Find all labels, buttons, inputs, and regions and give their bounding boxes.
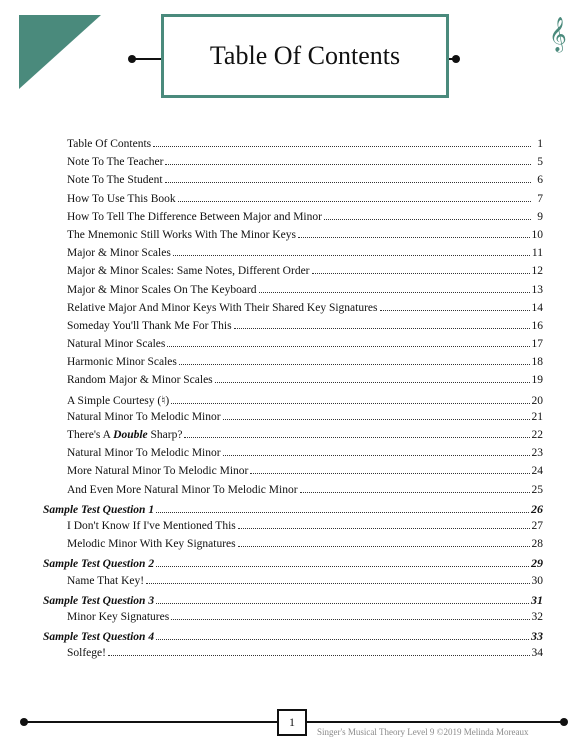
- toc-entry-page: 25: [531, 483, 543, 496]
- toc-entry-page: 22: [531, 429, 543, 441]
- toc-dot-leader: [108, 655, 530, 656]
- toc-row[interactable]: [43, 447, 543, 465]
- toc-entry-page: 24: [531, 465, 543, 478]
- toc-row[interactable]: [43, 484, 543, 502]
- toc-dot-leader: [171, 403, 529, 404]
- toc-dot-leader: [238, 546, 530, 547]
- toc-entry-page: 33: [531, 629, 543, 644]
- toc-entry-page: 21: [531, 410, 543, 423]
- toc-dot-leader: [215, 382, 530, 383]
- toc-dot-leader: [250, 473, 529, 474]
- toc-row[interactable]: [43, 429, 543, 447]
- toc-row[interactable]: [43, 229, 543, 247]
- toc-entry-title: Natural Minor To Melodic Minor: [67, 410, 221, 423]
- toc-dot-leader: [167, 346, 529, 347]
- title-line-right-dot: [452, 55, 460, 63]
- toc-entry-page: 20: [531, 394, 543, 407]
- toc-entry-page: 11: [531, 247, 543, 260]
- toc-entry-title: Note To The Teacher: [67, 156, 164, 169]
- toc-row[interactable]: [43, 411, 543, 429]
- toc-entry-page: 19: [531, 374, 543, 387]
- toc-entry-page: 7: [537, 192, 543, 205]
- toc-dot-leader: [178, 201, 531, 202]
- toc-entry-page: 18: [531, 356, 543, 369]
- toc-section-row[interactable]: [43, 629, 543, 647]
- toc-entry-title: There's A Double Sharp?: [67, 429, 183, 441]
- toc-row[interactable]: [43, 611, 543, 629]
- toc-entry-page: 14: [531, 301, 543, 314]
- toc-dot-leader: [298, 237, 530, 238]
- toc-entry-title: Name That Key!: [67, 574, 145, 587]
- toc-entry-page: 26: [531, 501, 543, 516]
- toc-row[interactable]: [43, 338, 543, 356]
- toc-row[interactable]: [43, 211, 543, 229]
- toc-entry-title: Natural Minor Scales: [67, 338, 166, 351]
- toc-entry-title: Sample Test Question 1: [43, 503, 155, 516]
- toc-row[interactable]: [43, 538, 543, 556]
- toc-row[interactable]: [43, 302, 543, 320]
- toc-entry-title: Random Major & Minor Scales: [67, 374, 213, 387]
- toc-entry-title: Sample Test Question 3: [43, 594, 155, 607]
- toc-entry-title: Relative Major And Minor Keys With Their Shared Key Signatures: [67, 301, 378, 314]
- toc-entry-title: Note To The Student: [67, 174, 163, 187]
- toc-entry-page: 13: [531, 283, 543, 296]
- page-number-box: [277, 709, 307, 736]
- toc-dot-leader: [312, 273, 530, 274]
- toc-entry-page: 23: [531, 447, 543, 460]
- toc-dot-leader: [171, 619, 529, 620]
- table-of-contents: [43, 138, 543, 665]
- toc-entry-page: 34: [531, 647, 543, 660]
- toc-section-row[interactable]: [43, 593, 543, 611]
- toc-entry-title: Minor Key Signatures: [67, 610, 170, 623]
- toc-dot-leader: [153, 146, 531, 147]
- toc-entry-page: 16: [531, 319, 543, 332]
- toc-row[interactable]: [43, 247, 543, 265]
- toc-dot-leader: [165, 182, 531, 183]
- toc-entry-title: The Mnemonic Still Works With The Minor Keys: [67, 228, 296, 241]
- toc-dot-leader: [223, 419, 530, 420]
- toc-row[interactable]: [43, 374, 543, 392]
- toc-dot-leader: [156, 566, 529, 567]
- toc-row[interactable]: [43, 156, 543, 174]
- toc-dot-leader: [179, 364, 530, 365]
- toc-row[interactable]: [43, 520, 543, 538]
- footer-line-right-dot: [560, 718, 568, 726]
- toc-entry-page: 5: [537, 156, 543, 169]
- toc-row[interactable]: [43, 393, 543, 411]
- toc-row[interactable]: [43, 356, 543, 374]
- toc-row[interactable]: [43, 284, 543, 302]
- toc-dot-leader: [156, 603, 529, 604]
- toc-entry-title: More Natural Minor To Melodic Minor: [67, 465, 249, 478]
- toc-entry-title: Solfege!: [67, 647, 106, 660]
- toc-entry-page: 32: [531, 610, 543, 623]
- toc-dot-leader: [165, 164, 531, 165]
- footer-credit: Singer's Musical Theory Level 9 ©2019 Melinda Moreaux: [317, 727, 529, 737]
- toc-entry-title: Major & Minor Scales: [67, 247, 171, 260]
- toc-row[interactable]: [43, 575, 543, 593]
- toc-row[interactable]: [43, 265, 543, 283]
- toc-dot-leader: [184, 437, 529, 438]
- page-number: 1: [289, 715, 295, 729]
- toc-entry-page: 9: [537, 210, 543, 223]
- title-box: [161, 14, 449, 98]
- toc-dot-leader: [234, 328, 530, 329]
- toc-entry-page: 30: [531, 574, 543, 587]
- toc-entry-title: I Don't Know If I've Mentioned This: [67, 519, 236, 532]
- toc-entry-page: 17: [531, 338, 543, 351]
- toc-row[interactable]: [43, 193, 543, 211]
- toc-entry-title: Melodic Minor With Key Signatures: [67, 538, 236, 551]
- toc-entry-title: Sample Test Question 4: [43, 631, 155, 644]
- toc-dot-leader: [146, 583, 529, 584]
- toc-row[interactable]: [43, 465, 543, 483]
- corner-triangle-decoration: [19, 15, 101, 89]
- toc-dot-leader: [324, 219, 531, 220]
- toc-entry-page: 1: [537, 138, 543, 150]
- toc-dot-leader: [223, 455, 530, 456]
- toc-row[interactable]: [43, 174, 543, 192]
- toc-entry-page: 27: [531, 519, 543, 532]
- title-line-left-dot: [128, 55, 136, 63]
- toc-entry-title: Major & Minor Scales On The Keyboard: [67, 283, 257, 296]
- toc-entry-page: 28: [531, 538, 543, 551]
- toc-dot-leader: [238, 528, 530, 529]
- toc-dot-leader: [156, 512, 529, 513]
- toc-entry-page: 31: [531, 592, 543, 607]
- toc-entry-title: Sample Test Question 2: [43, 558, 155, 571]
- title-line-left: [132, 58, 162, 60]
- toc-entry-title: How To Tell The Difference Between Major and Minor: [67, 210, 322, 223]
- toc-entry-page: 10: [531, 228, 543, 241]
- toc-row[interactable]: [43, 320, 543, 338]
- toc-entry-title: A Simple Courtesy (♮): [67, 394, 170, 407]
- toc-entry-title: Natural Minor To Melodic Minor: [67, 447, 221, 460]
- toc-row[interactable]: [43, 647, 543, 665]
- toc-entry-title: Someday You'll Thank Me For This: [67, 319, 232, 332]
- toc-entry-title: Harmonic Minor Scales: [67, 356, 177, 369]
- toc-dot-leader: [259, 292, 530, 293]
- page-title: Table Of Contents: [209, 41, 401, 70]
- toc-entry-title: And Even More Natural Minor To Melodic Minor: [67, 483, 298, 496]
- toc-dot-leader: [300, 492, 530, 493]
- toc-dot-leader: [380, 310, 530, 311]
- toc-row[interactable]: [43, 138, 543, 156]
- toc-entry-title: Major & Minor Scales: Same Notes, Different Order: [67, 265, 310, 278]
- treble-clef-icon: 𝄞: [549, 17, 567, 52]
- toc-entry-title: How To Use This Book: [67, 192, 176, 205]
- toc-entry-page: 12: [531, 265, 543, 278]
- toc-entry-page: 6: [537, 174, 543, 187]
- toc-entry-title: Table Of Contents: [67, 138, 152, 150]
- toc-section-row[interactable]: [43, 502, 543, 520]
- toc-dot-leader: [156, 639, 529, 640]
- toc-dot-leader: [173, 255, 530, 256]
- footer-line-left-dot: [20, 718, 28, 726]
- toc-section-row[interactable]: [43, 556, 543, 574]
- toc-entry-page: 29: [531, 556, 543, 571]
